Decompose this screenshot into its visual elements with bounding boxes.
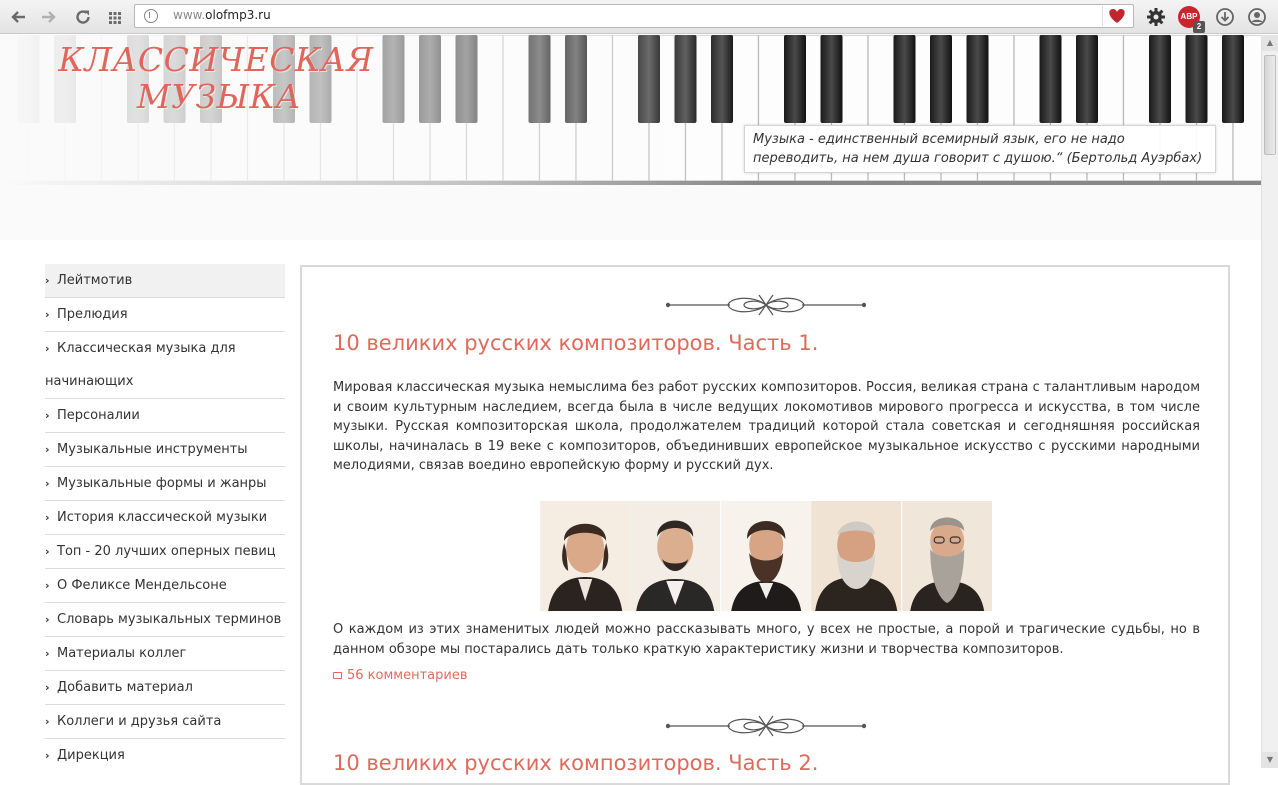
adblock-plus-icon[interactable]: ABP 2 (1178, 6, 1200, 28)
sidebar-item-prelude[interactable]: › Прелюдия (45, 298, 285, 332)
chevron-right-icon: › (45, 681, 50, 694)
chevron-right-icon: › (45, 477, 50, 490)
sidebar-item-colleague-materials[interactable]: › Материалы коллег (45, 637, 285, 671)
sidebar-item-leitmotiv[interactable]: › Лейтмотив (45, 264, 285, 298)
bookmark-heart-icon[interactable] (1102, 6, 1130, 26)
composer-portrait-tchaikovsky (811, 501, 901, 611)
chevron-right-icon: › (45, 749, 50, 762)
browser-toolbar (0, 0, 1278, 34)
chevron-right-icon: › (45, 511, 50, 524)
sidebar-item-history[interactable]: › История классической музыки (45, 501, 285, 535)
post-intro-text: Мировая классическая музыка немыслима без работ русских композиторов. Россия, великая страна с талантливым народом и своим культурным наследием, всегда была в числе ведущих локомотивов мирового прогресса и искусства, в том числе музыки. Русская композиторская школа, продолжателем традиций которой стала советская и сегодняшняя российская школы, начиналась в 19 веке с композиторов, объединивших европейское музыкальное искусство с русскими народными мелодиями, связав воедино европейскую форму и русский дух. (333, 380, 1200, 473)
composer-portrait-mussorgsky (721, 501, 811, 611)
composer-portrait-borodin (630, 501, 720, 611)
scroll-down-arrow-icon[interactable]: ▼ (1262, 752, 1278, 768)
post-title[interactable]: 10 великих русских композиторов. Часть 1. (333, 331, 819, 355)
post-title[interactable]: 10 великих русских композиторов. Часть 2. (333, 751, 819, 775)
decorative-divider-ornament (666, 293, 866, 317)
chevron-right-icon: › (45, 342, 50, 355)
scroll-up-arrow-icon[interactable]: ▲ (1262, 35, 1278, 51)
composer-portrait-rimsky-korsakov (902, 501, 992, 611)
sidebar-item-mendelssohn[interactable]: › О Феликсе Мендельсоне (45, 569, 285, 603)
comments-link[interactable]: 56 комментариев (333, 668, 468, 683)
sidebar-item-directorate[interactable]: › Дирекция (45, 739, 285, 772)
sidebar-item-friends[interactable]: › Коллеги и друзья сайта (45, 705, 285, 739)
chevron-right-icon: › (45, 308, 50, 321)
chevron-right-icon: › (45, 274, 50, 287)
sidebar-item-glossary[interactable]: › Словарь музыкальных терминов (45, 603, 285, 637)
chevron-right-icon: › (45, 409, 50, 422)
site-title-line-1: КЛАССИЧЕСКАЯ (58, 40, 374, 79)
composers-portraits-image (540, 501, 992, 611)
main-content (300, 265, 1230, 785)
adblock-count-badge: 2 (1193, 21, 1205, 33)
sidebar-menu (45, 264, 285, 772)
chevron-right-icon: › (45, 443, 50, 456)
user-profile-icon[interactable] (1245, 5, 1269, 29)
url-text[interactable]: www.olofmp3.ru (173, 8, 271, 22)
post-summary-text: О каждом из этих знаменитых людей можно рассказывать много, у всех не простые, а порой и трагические судьбы, но в данном обзоре мы постарались дать только краткую характеристику жизни и творчества композиторов. (333, 622, 1200, 657)
decorative-divider-ornament (666, 714, 866, 738)
chevron-right-icon: › (45, 647, 50, 660)
sidebar-item-personalities[interactable]: › Персоналии (45, 399, 285, 433)
apps-icon[interactable] (104, 6, 126, 28)
sidebar-item-instruments[interactable]: › Музыкальные инструменты (45, 433, 285, 467)
download-icon[interactable] (1213, 5, 1237, 29)
back-icon[interactable] (8, 6, 30, 28)
sidebar-item-beginners[interactable]: › Классическая музыка для начинающих (45, 332, 285, 399)
sidebar-item-top-opera-singers[interactable]: › Топ - 20 лучших оперных певиц (45, 535, 285, 569)
sidebar-item-forms-genres[interactable]: › Музыкальные формы и жанры (45, 467, 285, 501)
chevron-right-icon: › (45, 613, 50, 626)
chevron-right-icon: › (45, 715, 50, 728)
site-title[interactable] (46, 41, 386, 115)
page-scrollbar[interactable] (1261, 35, 1278, 768)
address-bar[interactable] (134, 4, 1134, 28)
chevron-right-icon: › (45, 545, 50, 558)
settings-gear-icon[interactable] (1144, 5, 1168, 29)
site-title-line-2: МУЗЫКА (136, 77, 302, 116)
site-header (0, 35, 1261, 240)
comment-bubble-icon (333, 672, 342, 679)
reload-icon[interactable] (72, 6, 94, 28)
chevron-right-icon: › (45, 579, 50, 592)
scrollbar-thumb[interactable] (1264, 55, 1276, 155)
sidebar-item-add-material[interactable]: › Добавить материал (45, 671, 285, 705)
header-quote: Музыка - единственный всемирный язык, его не надо переводить, на нем душа говорит с душою.“ (Бертольд Ауэрбах) (744, 125, 1216, 173)
composer-portrait-glinka (540, 501, 630, 611)
site-info-icon[interactable] (144, 9, 158, 23)
forward-icon[interactable] (37, 6, 59, 28)
